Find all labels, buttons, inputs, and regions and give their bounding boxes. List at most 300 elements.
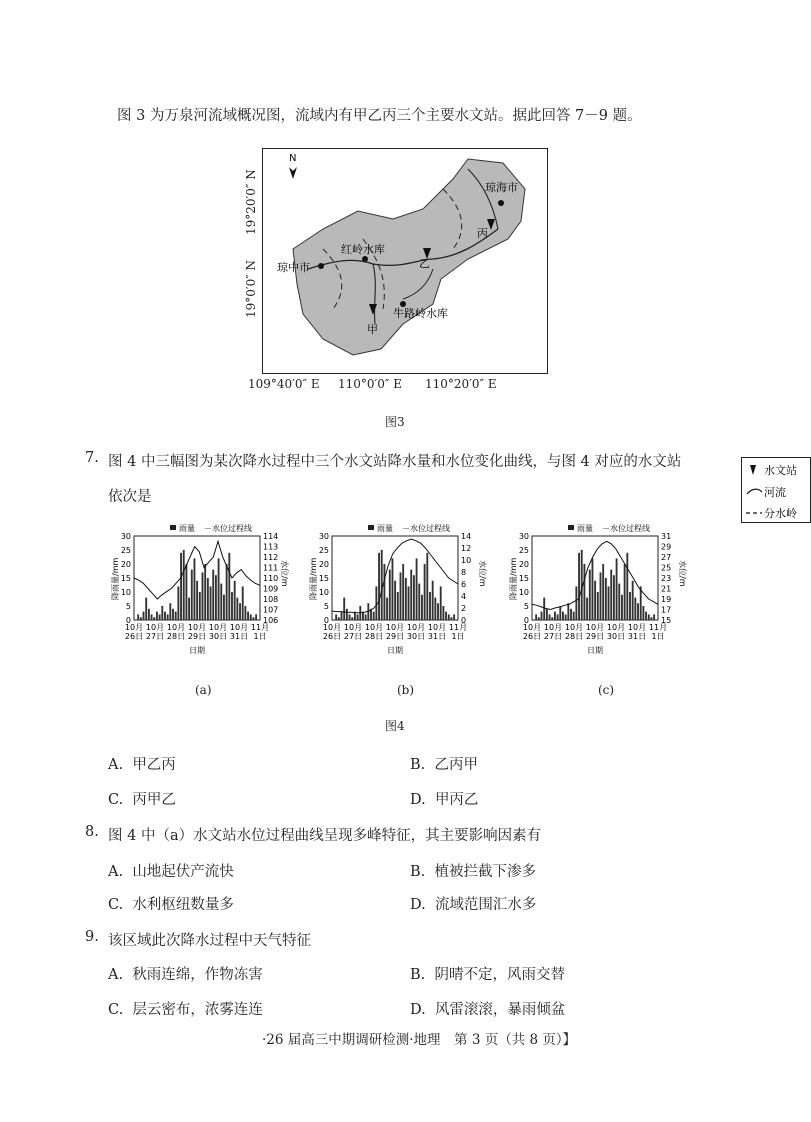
x-tick-month: 10月	[427, 623, 447, 632]
option-letter: A.	[108, 967, 124, 983]
rain-bar	[172, 609, 174, 620]
rain-bar	[570, 609, 572, 620]
rain-bar	[597, 592, 599, 620]
right-tick-label: 14	[461, 532, 472, 541]
rain-bar	[575, 586, 577, 620]
rain-bar	[180, 553, 182, 620]
rain-bar	[389, 570, 391, 620]
rain-bar	[421, 595, 423, 620]
left-tick-label: 5	[523, 602, 529, 611]
rain-bar	[244, 606, 246, 620]
option-text: 水利枢纽数量多	[132, 897, 234, 913]
q7-number: 7.	[85, 450, 99, 466]
x-tick-month: 10月	[187, 623, 207, 632]
right-tick-label: 27	[661, 553, 672, 562]
rain-bar	[151, 614, 153, 620]
rain-bar	[145, 598, 147, 620]
rain-bar	[196, 581, 198, 620]
lon-label-2: 110°0′0″ E	[338, 377, 402, 391]
q7-text-line1: 图 4 中三幅图为某次降水过程中三个水文站降水量和水位变化曲线，与图 4 对应的水文站	[108, 454, 682, 470]
x-tick-month: 10月	[627, 623, 647, 632]
x-axis-label: 日期	[387, 646, 403, 655]
left-tick-label: 10	[120, 588, 131, 597]
rain-bar	[218, 558, 220, 620]
qiongzhong-label: 琼中市	[277, 261, 310, 274]
left-tick-label: 0	[523, 616, 529, 625]
station-bing-label: 丙	[477, 227, 488, 240]
right-tick-label: 29	[661, 542, 672, 552]
rain-bar	[602, 564, 604, 620]
rain-bar	[338, 617, 340, 620]
rain-bar	[594, 581, 596, 620]
option-letter: D.	[410, 792, 426, 808]
rain-bar	[442, 606, 444, 620]
rain-bar	[143, 612, 145, 620]
lon-label-1: 109°40′0″ E	[248, 377, 320, 391]
left-tick-label: 15	[120, 574, 131, 583]
left-tick-label: 10	[518, 588, 529, 597]
legend-rain-label: 雨量	[179, 524, 195, 533]
rain-bar	[210, 586, 212, 620]
rain-bar	[600, 572, 602, 620]
option-text: 乙丙甲	[434, 757, 478, 773]
rain-bar	[616, 558, 618, 620]
rain-bar	[386, 598, 388, 620]
rain-bar	[642, 606, 644, 620]
x-tick-day: 26日	[322, 632, 342, 641]
rain-bar	[583, 564, 585, 620]
rain-bar	[445, 612, 447, 620]
chart-b-title: (b)	[397, 683, 415, 697]
right-tick-label: 15	[661, 616, 672, 625]
option-letter: D.	[410, 1002, 426, 1018]
legend-station-label: 水文站	[764, 464, 797, 477]
x-tick-day: 31日	[427, 632, 447, 641]
left-tick-label: 25	[120, 546, 131, 555]
rain-bar	[632, 581, 634, 620]
rain-bar	[613, 575, 615, 620]
left-tick-label: 25	[518, 546, 529, 555]
rain-bar	[551, 617, 553, 620]
x-tick-day: 27日	[343, 632, 363, 641]
rain-bar	[226, 564, 228, 620]
q9-number: 9.	[85, 929, 99, 945]
rain-bar	[416, 558, 418, 620]
rain-bar	[250, 614, 252, 620]
rain-bar	[565, 614, 567, 620]
rain-bar	[365, 614, 367, 620]
rain-bar	[437, 603, 439, 620]
right-tick-label: 113	[263, 542, 279, 552]
legend-river-label: 河流	[764, 486, 786, 499]
rain-bar	[185, 564, 187, 620]
river-line-icon	[747, 489, 762, 494]
rain-bar	[351, 617, 353, 620]
rain-bar	[164, 612, 166, 620]
legend-divide-label: 分水岭	[764, 507, 797, 520]
rain-bar	[450, 617, 452, 620]
x-tick-day: 28日	[564, 632, 584, 641]
right-tick-label: 6	[461, 580, 467, 589]
fig4-caption: 图4	[385, 719, 405, 733]
rain-bar	[343, 598, 345, 620]
rain-bar	[418, 584, 420, 620]
left-tick-label: 20	[518, 560, 529, 569]
right-tick-label: 108	[263, 595, 279, 604]
q9-option-c[interactable]	[108, 998, 263, 1019]
rain-bar	[440, 586, 442, 620]
q9-option-b[interactable]	[410, 963, 565, 984]
rain-bar	[586, 598, 588, 620]
q8-option-d[interactable]	[410, 893, 536, 914]
rain-bar	[653, 614, 655, 620]
right-tick-label: 17	[661, 605, 672, 615]
x-tick-day: 29日	[385, 632, 405, 641]
rain-bar	[549, 614, 551, 620]
x-tick-day: 30日	[606, 632, 626, 641]
rain-bar	[573, 612, 575, 620]
rain-bar	[432, 581, 434, 620]
rain-bar	[554, 612, 556, 620]
legend-level-label: －水位过程线	[602, 524, 650, 533]
rain-bar	[434, 598, 436, 620]
rain-bar	[592, 558, 594, 620]
rain-bar	[236, 598, 238, 620]
rain-bar	[610, 570, 612, 620]
rain-bar	[405, 578, 407, 620]
rain-bar	[252, 617, 254, 620]
x-tick-day: 30日	[406, 632, 426, 641]
right-tick-label: 19	[661, 595, 672, 604]
x-tick-month: 10月	[343, 623, 363, 632]
rain-bar	[204, 564, 206, 620]
y-right-axis-label: 水位/m	[280, 560, 289, 587]
rain-bar	[426, 553, 428, 620]
right-tick-label: 112	[263, 553, 279, 562]
rain-bar	[177, 586, 179, 620]
rain-bar	[215, 575, 217, 620]
rain-bar	[410, 570, 412, 620]
x-tick-day: 29日	[585, 632, 605, 641]
station-jia-label: 甲	[367, 323, 378, 336]
rain-bar	[618, 584, 620, 620]
y-right-axis-label: 水位/m	[678, 560, 687, 587]
rain-bar	[605, 578, 607, 620]
rain-bar	[375, 586, 377, 620]
rain-bar	[239, 603, 241, 620]
option-text: 风雷滚滚，暴雨倾盆	[434, 1002, 566, 1018]
chart-b	[308, 520, 487, 665]
rain-bar	[335, 614, 337, 620]
q8-option-a[interactable]	[108, 860, 234, 881]
rain-bar	[207, 578, 209, 620]
left-tick-label: 5	[125, 602, 131, 611]
x-axis-label: 日期	[587, 646, 603, 655]
rain-bar	[378, 553, 380, 620]
x-tick-month: 10月	[166, 623, 186, 632]
x-tick-month: 11月	[448, 623, 468, 632]
rain-bar	[650, 617, 652, 620]
rain-bar	[648, 614, 650, 620]
rain-bar	[634, 598, 636, 620]
right-tick-label: 110	[263, 574, 279, 583]
station-yi-label: 乙	[419, 257, 430, 270]
x-tick-month: 10月	[124, 623, 144, 632]
option-letter: A.	[108, 757, 124, 773]
rain-bar	[212, 570, 214, 620]
rain-bar	[629, 592, 631, 620]
x-tick-month: 10月	[406, 623, 426, 632]
legend-rain-label: 雨量	[377, 524, 393, 533]
rain-bar	[381, 550, 383, 620]
rain-bar	[247, 612, 249, 620]
option-letter: A.	[108, 864, 124, 880]
option-letter: C.	[108, 792, 124, 808]
left-tick-label: 0	[323, 616, 329, 625]
x-tick-month: 10月	[322, 623, 342, 632]
y-left-axis-label: 降雨量/mm	[509, 557, 518, 600]
right-tick-label: 2	[461, 604, 467, 613]
y-left-axis-label: 降雨量/mm	[309, 557, 318, 600]
left-tick-label: 15	[518, 574, 529, 583]
q7-option-a[interactable]	[108, 753, 176, 774]
legend-rain-label: 雨量	[577, 524, 593, 533]
q8-option-c[interactable]	[108, 893, 234, 914]
x-tick-day: 30日	[208, 632, 228, 641]
station-marker-icon	[750, 465, 756, 475]
option-letter: B.	[410, 864, 426, 880]
chart-c-title: (c)	[598, 683, 615, 697]
rain-bar	[220, 584, 222, 620]
left-tick-label: 10	[318, 588, 329, 597]
legend-level-label: －水位过程线	[402, 524, 450, 533]
city-qiongzhong-dot	[318, 263, 324, 269]
q7-option-d[interactable]	[410, 788, 478, 809]
rain-bar	[234, 581, 236, 620]
x-tick-day: 31日	[229, 632, 249, 641]
x-tick-day: 26日	[522, 632, 542, 641]
q9-option-a[interactable]	[108, 963, 263, 984]
option-letter: C.	[108, 1002, 124, 1018]
rain-bar	[373, 612, 375, 620]
rain-bar	[137, 614, 139, 620]
option-text: 山地起伏产流快	[132, 864, 234, 880]
chart-a-title: (a)	[195, 683, 212, 697]
city-qionghai-dot	[498, 200, 504, 206]
rain-bar	[546, 609, 548, 620]
rain-bar	[183, 550, 185, 620]
legend-rain-swatch	[170, 525, 176, 530]
rain-bar	[429, 592, 431, 620]
rain-bar	[397, 592, 399, 620]
option-text: 丙甲乙	[132, 792, 176, 808]
fig3-caption: 图3	[385, 415, 405, 429]
q7-option-c[interactable]	[108, 788, 176, 809]
rain-bar	[223, 595, 225, 620]
right-tick-label: 107	[263, 605, 279, 615]
rain-bar	[153, 617, 155, 620]
rain-bar	[161, 606, 163, 620]
x-tick-month: 10月	[364, 623, 384, 632]
rain-bar	[538, 617, 540, 620]
rain-bar	[175, 612, 177, 620]
left-tick-label: 30	[120, 532, 131, 541]
y-right-axis-label: 水位/m	[478, 560, 487, 587]
rain-bar	[357, 614, 359, 620]
x-tick-day: 29日	[187, 632, 207, 641]
map-legend	[741, 457, 811, 523]
rain-bar	[188, 598, 190, 620]
x-tick-month: 10月	[208, 623, 228, 632]
x-tick-month: 10月	[229, 623, 249, 632]
option-letter: B.	[410, 757, 426, 773]
rain-bar	[402, 564, 404, 620]
rain-bar	[346, 609, 348, 620]
hongling-label: 红岭水库	[341, 243, 385, 256]
rain-bar	[228, 553, 230, 620]
option-text: 层云密布，浓雾连连	[132, 1002, 263, 1018]
rain-bar	[637, 603, 639, 620]
rain-bar	[341, 612, 343, 620]
left-tick-label: 25	[318, 546, 329, 555]
chart-a	[110, 520, 289, 665]
x-tick-month: 11月	[648, 623, 668, 632]
option-letter: C.	[108, 897, 124, 913]
rain-bar	[159, 614, 161, 620]
right-tick-label: 111	[263, 563, 279, 573]
right-tick-label: 23	[661, 574, 672, 583]
option-text: 流域范围汇水多	[434, 897, 537, 913]
legend-rain-swatch	[568, 525, 574, 530]
option-text: 甲乙丙	[132, 757, 176, 773]
right-tick-label: 31	[661, 532, 672, 541]
lat-label-1: 19°20′0″ N	[244, 169, 258, 235]
rain-bar	[559, 606, 561, 620]
option-text: 秋雨连绵，作物冻害	[132, 967, 263, 983]
rain-bar	[626, 553, 628, 620]
rain-bar	[231, 592, 233, 620]
rain-bar	[541, 612, 543, 620]
rain-bar	[645, 612, 647, 620]
rain-bar	[557, 614, 559, 620]
left-tick-label: 30	[518, 532, 529, 541]
option-letter: D.	[410, 897, 426, 913]
x-tick-month: 10月	[145, 623, 165, 632]
x-tick-month: 10月	[585, 623, 605, 632]
x-tick-day: 1日	[451, 632, 465, 641]
rain-bar	[535, 614, 537, 620]
x-tick-month: 10月	[606, 623, 626, 632]
option-letter: B.	[410, 967, 426, 983]
x-tick-day: 27日	[543, 632, 563, 641]
rain-bar	[567, 603, 569, 620]
lat-label-2: 19°0′0″ N	[244, 259, 258, 318]
rain-bar	[194, 558, 196, 620]
q7-option-b[interactable]	[410, 753, 478, 774]
rain-bar	[140, 617, 142, 620]
left-tick-label: 15	[318, 574, 329, 583]
niululing-label: 牛路岭水库	[393, 307, 448, 320]
page-footer: ·26 届高三中期调研检测·地理 第 3 页（共 8 页）】	[262, 1032, 577, 1048]
right-tick-label: 21	[661, 584, 672, 594]
rain-bar	[383, 564, 385, 620]
rain-bar	[167, 614, 169, 620]
q9-option-d[interactable]	[410, 998, 565, 1019]
option-text: 甲丙乙	[434, 792, 479, 808]
left-tick-label: 5	[323, 602, 329, 611]
option-text: 阴晴不定，风雨交替	[434, 967, 565, 983]
reservoir-hongling-dot	[362, 256, 368, 262]
rain-bar	[148, 609, 150, 620]
x-tick-day: 31日	[627, 632, 647, 641]
north-arrow-icon	[289, 167, 297, 179]
q8-number: 8.	[85, 824, 99, 840]
rain-bar	[562, 612, 564, 620]
q8-option-b[interactable]	[410, 860, 536, 881]
rain-bar	[202, 572, 204, 620]
north-label: N	[289, 153, 297, 164]
rain-bar	[543, 598, 545, 620]
rain-bar	[424, 564, 426, 620]
x-tick-month: 10月	[564, 623, 584, 632]
rain-bar	[169, 603, 171, 620]
left-tick-label: 20	[120, 560, 131, 569]
rain-bar	[608, 586, 610, 620]
right-tick-label: 12	[461, 544, 472, 553]
intro-text: 图 3 为万泉河流域概况图，流域内有甲乙丙三个主要水文站。据此回答 7－9 题。	[117, 108, 642, 124]
rain-bar	[453, 614, 455, 620]
rain-bar	[578, 553, 580, 620]
rain-bar	[589, 570, 591, 620]
left-tick-label: 0	[125, 616, 131, 625]
x-tick-day: 1日	[253, 632, 267, 641]
x-tick-day: 27日	[145, 632, 165, 641]
left-tick-label: 30	[318, 532, 329, 541]
rain-bar	[400, 572, 402, 620]
q8-text: 图 4 中（a）水文站水位过程曲线呈现多峰特征，其主要影响因素有	[108, 828, 542, 844]
rain-bar	[191, 570, 193, 620]
rain-bar	[394, 581, 396, 620]
rain-bar	[448, 614, 450, 620]
right-tick-label: 0	[461, 616, 467, 625]
right-tick-label: 114	[263, 532, 279, 541]
option-text: 植被拦截下渗多	[434, 864, 536, 880]
rain-bar	[621, 595, 623, 620]
right-tick-label: 25	[661, 563, 672, 573]
chart-c	[508, 520, 693, 665]
right-tick-label: 4	[461, 592, 467, 601]
map-svg	[263, 149, 547, 373]
rain-bar	[624, 564, 626, 620]
x-tick-day: 28日	[166, 632, 186, 641]
x-tick-day: 26日	[124, 632, 144, 641]
legend-rain-swatch	[368, 525, 374, 530]
right-tick-label: 8	[461, 568, 467, 577]
rain-bar	[199, 592, 201, 620]
right-tick-label: 109	[263, 584, 279, 594]
rain-bar	[349, 614, 351, 620]
right-tick-label: 106	[263, 616, 279, 625]
x-tick-month: 10月	[385, 623, 405, 632]
qionghai-label: 琼海市	[485, 181, 518, 194]
x-tick-day: 28日	[364, 632, 384, 641]
x-tick-month: 10月	[543, 623, 563, 632]
x-tick-month: 11月	[250, 623, 270, 632]
rain-bar	[255, 614, 257, 620]
x-axis-label: 日期	[189, 646, 205, 655]
x-tick-day: 1日	[651, 632, 665, 641]
rain-bar	[392, 558, 394, 620]
